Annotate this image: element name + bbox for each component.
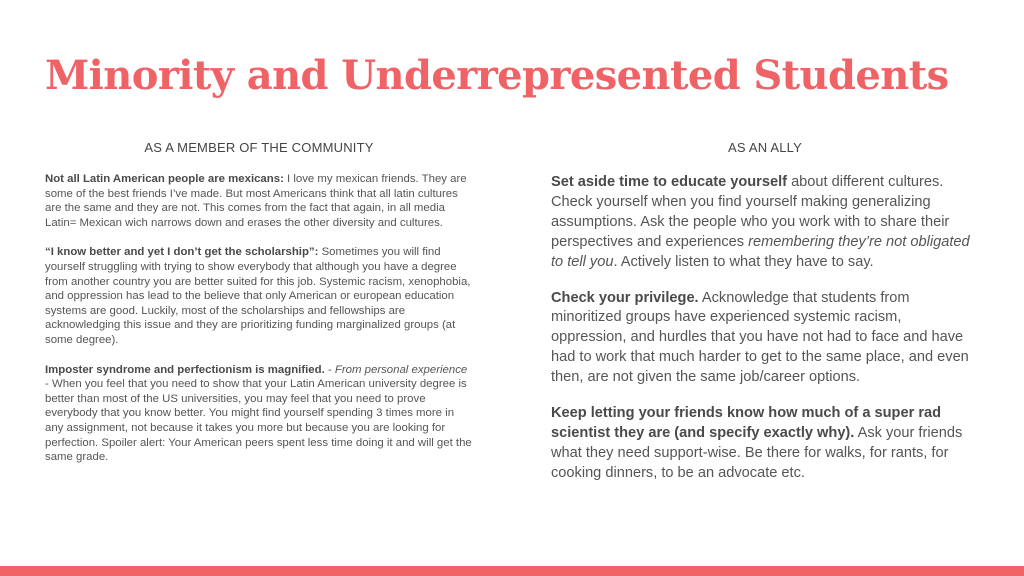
ally-paragraph-2-lead: Check your privilege. <box>551 289 699 306</box>
community-paragraph-2-text: Sometimes you will find yourself struggling with trying to show everybody that although you have a degree from another country you are better suited for this job. Systemic racism, xenophobia, and oppression has lead to the believe that only American or european education systems are good. Luckily, most of the scholarships and fellowships are acknowledging this issue and they are prioritizing funding marginalized groups (at some degree). <box>45 246 471 346</box>
community-paragraph-1-text: I love my mexican friends. They are some of the best friends I’ve made. But most Americans think that all latin cultures are the same and they are not. This comes from the fact that again, in all media Latin= Mexican wich narrows down and erases the other diversity and cultures. <box>45 173 467 229</box>
ally-paragraph-3 <box>551 404 979 484</box>
community-paragraph-3-source: From personal experience <box>334 363 468 376</box>
community-column <box>45 172 473 480</box>
footer-accent-bar <box>0 566 1024 576</box>
community-paragraph-1 <box>45 172 473 230</box>
community-paragraph-3-text: - When you feel that you need to show that your Latin American university degree is better than most of the US universities, you may feel that you need to prove everybody that you know better. You might find yourself spending 3 times more in any assignment, not because it takes you more but because you are looking for perfection. Spoiler alert: Your American peers spent less time doing it and will get the same grade. <box>45 378 472 464</box>
community-paragraph-1-lead: Not all Latin American people are mexicans: <box>45 173 284 185</box>
community-column-heading: AS A MEMBER OF THE COMMUNITY <box>144 140 374 155</box>
community-paragraph-3 <box>45 363 473 465</box>
ally-column-heading: AS AN ALLY <box>727 140 803 155</box>
community-paragraph-3-dash: - <box>324 363 335 376</box>
ally-paragraph-1-emphasis: remembering they’re not obligated to tell you <box>551 233 970 270</box>
community-paragraph-2 <box>45 245 473 347</box>
ally-column <box>551 173 979 500</box>
ally-paragraph-1-lead: Set aside time to educate yourself <box>551 174 788 190</box>
ally-paragraph-1 <box>551 173 979 273</box>
community-paragraph-3-lead: Imposter syndrome and perfectionism is magnified. <box>45 363 325 376</box>
ally-paragraph-1-text: about different cultures. Check yourself when you find yourself making generalizing assumptions. Ask the people who you work with to share their perspectives and experiences <box>551 174 950 250</box>
ally-paragraph-2 <box>551 289 979 389</box>
ally-paragraph-3-lead: Keep letting your friends know how much of a super rad scientist they are (and specify exactly why). <box>551 405 942 441</box>
slide-title: Minority and Underrepresented Students <box>45 52 949 99</box>
ally-paragraph-3-text: Ask your friends what they need support-wise. Be there for walks, for rants, for cooking dinners, to be an advocate etc. <box>551 424 963 481</box>
ally-paragraph-1-text-end: . Actively listen to what they have to say. <box>613 253 874 270</box>
ally-paragraph-2-text: Acknowledge that students from minoritized groups have experienced systemic racism, oppression, and hurdles that you have not had to face and have had to work that much harder to get to the same place, and even then, are not given the same job/career options. <box>551 289 969 386</box>
community-paragraph-2-lead: “I know better and yet I don’t get the scholarship”: <box>45 246 319 259</box>
